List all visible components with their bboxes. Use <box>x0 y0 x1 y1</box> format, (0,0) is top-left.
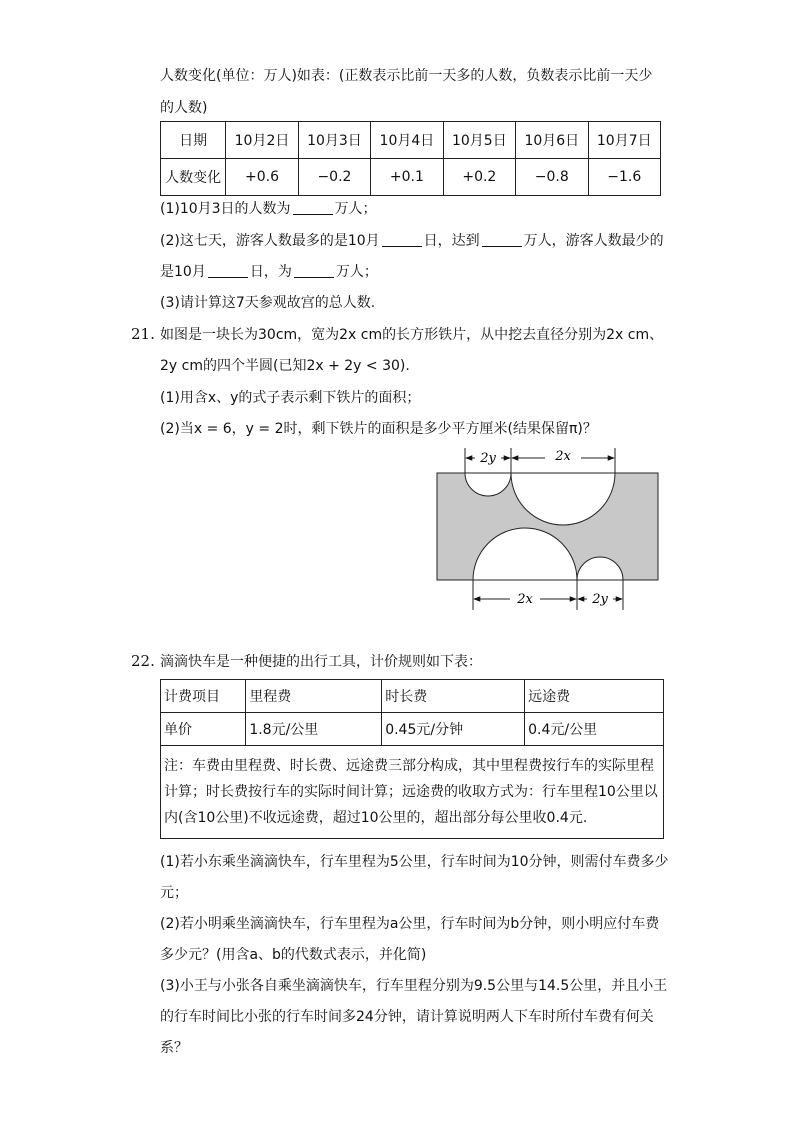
q22-part3-line2: 的行车时间比小张的行车时间多24分钟，请计算说明两人下车时所付车费有何关 <box>160 1009 654 1025</box>
label-bottom-2y: 2y <box>592 592 608 607</box>
answer-blank <box>294 263 334 278</box>
q22-part1-line1: (1)若小东乘坐滴滴快车，行车里程为5公里，行车时间为10分钟，则需付车费多少 <box>160 854 669 870</box>
q22-fare-table <box>160 679 664 839</box>
table-cell: 10月2日 <box>226 122 298 159</box>
answer-blank <box>293 200 333 215</box>
q22-part2-line2: 多少元？(用含a、b的代数式表示，并化简) <box>160 947 427 963</box>
q21-line1: 如图是一块长为30cm，宽为2x cm的长方形铁片，从中挖去直径分别为2x cm、 <box>160 327 664 343</box>
table-cell: 10月4日 <box>371 122 443 159</box>
label-top-2x: 2x <box>555 449 571 464</box>
q22-part2-line1: (2)若小明乘坐滴滴快车，行车里程为a公里，行车时间为b分钟，则小明应付车费 <box>160 916 660 932</box>
q22-number: 22. <box>131 652 155 670</box>
q22-intro: 滴滴快车是一种便捷的出行工具，计价规则如下表： <box>160 654 482 670</box>
q21-number: 21. <box>131 325 155 343</box>
table-cell: 10月6日 <box>516 122 588 159</box>
q20-part2-text-d: 是10月 <box>160 264 206 280</box>
q20-part2-text-c: 万人，游客人数最少的 <box>523 233 664 249</box>
q20-part2-text-a: (2)这七天，游客人数最多的是10月 <box>160 233 380 249</box>
answer-blank <box>482 232 522 247</box>
table-cell: 10月5日 <box>443 122 515 159</box>
table-cell: 1.8元/公里 <box>246 713 382 746</box>
q20-part1-text: (1)10月3日的人数为 <box>160 201 291 217</box>
q20-part1-unit: 万人； <box>334 201 377 217</box>
table-row <box>161 159 661 196</box>
q20-part1 <box>160 199 377 219</box>
answer-blank <box>382 232 422 247</box>
q20-part3: (3)请计算这7天参观故宫的总人数. <box>160 295 376 311</box>
q22-part3-line1: (3)小王与小张各自乘坐滴滴快车，行车里程分别为9.5公里与14.5公里，并且小王 <box>160 978 668 994</box>
table-cell: 时长费 <box>382 680 525 713</box>
table-cell: −1.6 <box>588 159 660 196</box>
q20-part2-line1 <box>160 231 664 251</box>
table-cell: −0.8 <box>516 159 588 196</box>
table-cell: 10月7日 <box>588 122 660 159</box>
q20-part2-line2 <box>160 262 378 282</box>
table-cell: +0.1 <box>371 159 443 196</box>
table-row <box>161 746 664 839</box>
q20-intro-line2: 的人数) <box>160 100 208 116</box>
table-row <box>161 122 661 159</box>
fare-note: 注：车费由里程费、时长费、远途费三部分构成，其中里程费按行车的实际里程计算；时长费按行车的实际时间计算；远途费的收取方式为：行车里程10公里以内(含10公里)不收远途费，超过10公里的，超出部分每公里收0.4元. <box>161 746 664 839</box>
answer-blank <box>208 263 248 278</box>
table-cell: 单价 <box>161 713 246 746</box>
q21-line2: 2y cm的四个半圆(已知2x + 2y < 30). <box>160 358 410 374</box>
q21-figure <box>430 440 670 615</box>
table-row <box>161 680 664 713</box>
q20-intro-line1: 人数变化(单位：万人)如表：(正数表示比前一天多的人数，负数表示比前一天少 <box>160 68 653 84</box>
table-cell: 里程费 <box>246 680 382 713</box>
table-cell: −0.2 <box>298 159 370 196</box>
q20-table <box>160 121 661 196</box>
label-top-2y: 2y <box>480 451 496 466</box>
table-cell: 10月3日 <box>298 122 370 159</box>
table-cell: 人数变化 <box>161 159 226 196</box>
q21-part2: (2)当x = 6，y = 2时，剩下铁片的面积是多少平方厘米(结果保留π)？ <box>160 421 597 437</box>
table-cell: 0.4元/公里 <box>525 713 664 746</box>
q21-part1: (1)用含x、y的式子表示剩下铁片的面积； <box>160 390 421 406</box>
q20-part2-text-b: 日，达到 <box>423 233 480 249</box>
table-row <box>161 713 664 746</box>
q22-part3-line3: 系？ <box>160 1040 188 1056</box>
q22-part1-line2: 元； <box>160 885 188 901</box>
table-cell: 远途费 <box>525 680 664 713</box>
table-cell: 计费项目 <box>161 680 246 713</box>
table-cell: +0.2 <box>443 159 515 196</box>
q20-part2-text-f: 万人； <box>335 264 378 280</box>
label-bottom-2x: 2x <box>517 592 533 607</box>
table-cell: 日期 <box>161 122 226 159</box>
table-cell: 0.45元/分钟 <box>382 713 525 746</box>
table-cell: +0.6 <box>226 159 298 196</box>
q20-part2-text-e: 日，为 <box>249 264 292 280</box>
